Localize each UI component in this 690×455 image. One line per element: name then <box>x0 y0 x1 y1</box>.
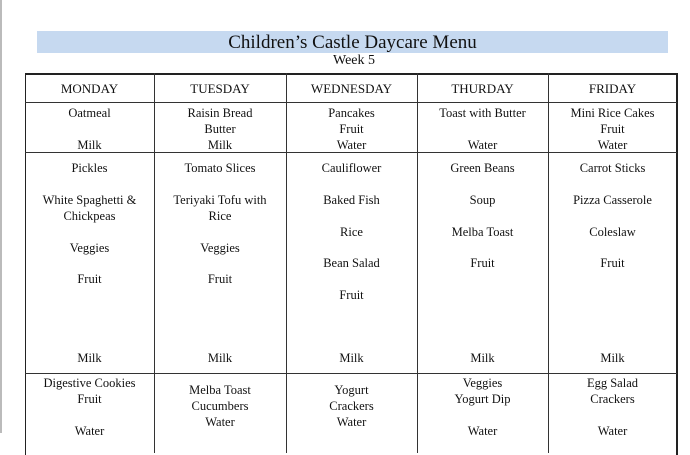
snack-item: Fruit <box>77 392 102 406</box>
snack-item: Egg Salad <box>586 376 639 390</box>
breakfast-item: Fruit <box>600 122 625 136</box>
row-divider <box>25 152 677 153</box>
lunch-item: Pickles <box>71 161 108 175</box>
breakfast-item: Raisin Bread <box>187 106 253 120</box>
breakfast-item: Pancakes <box>328 106 375 120</box>
breakfast-item: Water <box>336 138 367 152</box>
lunch-item: Rice <box>340 225 363 239</box>
lunch-item: Veggies <box>69 241 110 255</box>
lunch-item: Fruit <box>470 256 495 270</box>
snack-item: Water <box>467 424 498 438</box>
week-label: Week 5 <box>332 53 376 68</box>
day-header: WEDNESDAY <box>310 81 393 96</box>
lunch-item: Fruit <box>339 288 364 302</box>
lunch-item: Green Beans <box>450 161 515 175</box>
breakfast-item: Butter <box>204 122 236 136</box>
snack-item: Crackers <box>590 392 635 406</box>
snack-item: Melba Toast <box>189 383 251 397</box>
day-header: FRIDAY <box>588 81 637 96</box>
snack-item: Cucumbers <box>191 399 249 413</box>
snack-item: Veggies <box>462 376 503 390</box>
snack-item: Yogurt <box>334 383 369 397</box>
day-header: TUESDAY <box>190 81 250 96</box>
breakfast-item: Water <box>467 138 498 152</box>
snack-item: Yogurt Dip <box>454 392 511 406</box>
breakfast-item: Milk <box>77 138 102 152</box>
lunch-item: Melba Toast <box>451 225 514 239</box>
lunch-item: White Spaghetti & <box>42 193 137 207</box>
lunch-item: Cauliflower <box>321 161 382 175</box>
snack-item: Water <box>597 424 628 438</box>
lunch-item: Baked Fish <box>323 193 380 207</box>
lunch-item: Teriyaki Tofu with <box>173 193 267 207</box>
snack-item: Digestive Cookies <box>43 376 136 390</box>
lunch-item: Milk <box>470 351 495 365</box>
row-divider <box>25 373 677 374</box>
breakfast-item: Milk <box>207 138 233 152</box>
snack-item: Water <box>205 415 235 429</box>
lunch-item: Coleslaw <box>589 225 636 239</box>
lunch-item: Milk <box>207 351 233 365</box>
snack-item: Water <box>336 415 367 429</box>
lunch-item: Fruit <box>77 272 102 286</box>
lunch-item: Bean Salad <box>323 256 380 270</box>
breakfast-item: Mini Rice Cakes <box>570 106 655 120</box>
snack-item: Water <box>74 424 105 438</box>
lunch-item: Tomato Slices <box>184 161 256 175</box>
lunch-item: Veggies <box>200 241 240 255</box>
lunch-item: Carrot Sticks <box>579 161 646 175</box>
lunch-item: Fruit <box>600 256 625 270</box>
breakfast-item: Fruit <box>339 122 364 136</box>
lunch-item: Rice <box>208 209 232 223</box>
lunch-item: Pizza Casserole <box>573 193 652 207</box>
menu-title: Children’s Castle Daycare Menu <box>37 31 668 53</box>
breakfast-item: Toast with Butter <box>439 106 526 120</box>
lunch-item: Fruit <box>207 272 233 286</box>
lunch-item: Soup <box>469 193 496 207</box>
lunch-item: Milk <box>77 351 102 365</box>
row-divider <box>25 102 677 103</box>
snack-item: Crackers <box>329 399 374 413</box>
breakfast-item: Oatmeal <box>68 106 111 120</box>
lunch-item: Chickpeas <box>63 209 116 223</box>
day-header: MONDAY <box>60 81 119 96</box>
day-header: THURDAY <box>451 81 514 96</box>
lunch-item: Milk <box>339 351 364 365</box>
lunch-item: Milk <box>600 351 625 365</box>
breakfast-item: Water <box>597 138 628 152</box>
